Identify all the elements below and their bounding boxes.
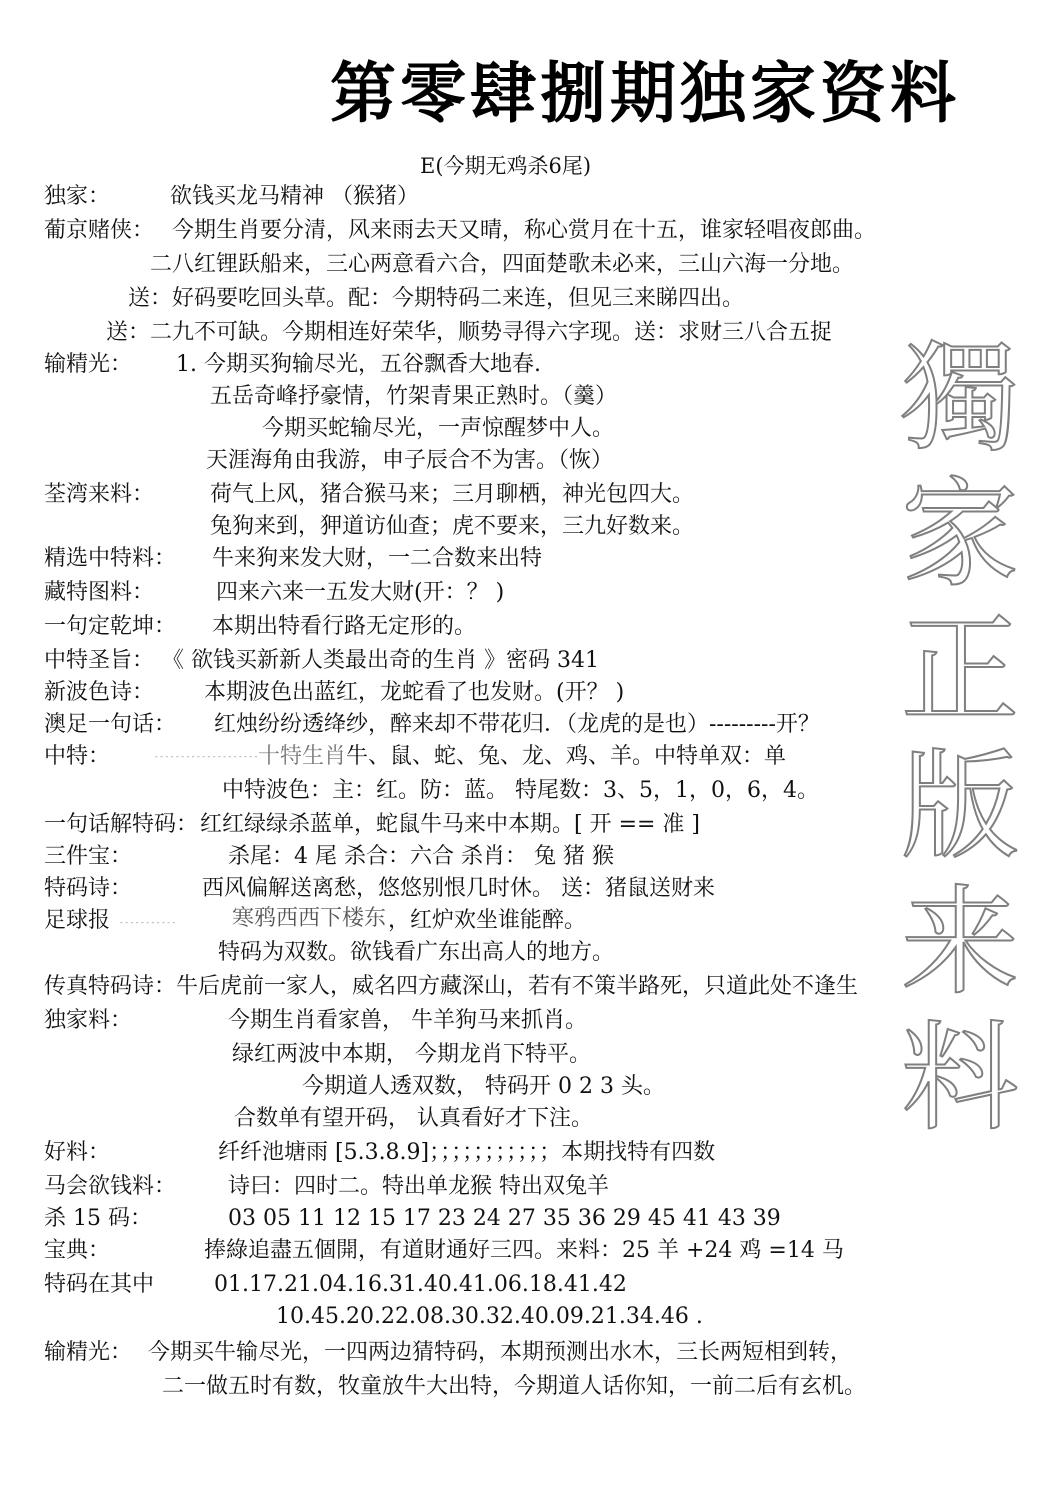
row-label: 宝典： <box>44 1238 111 1263</box>
row-text: 四来六来一五发大财(开：？ ) <box>216 580 505 605</box>
row-label: 一句话解特码： <box>44 812 199 837</box>
row-text: 杀尾：4 尾 杀合：六合 杀肖： 兔 猪 猴 <box>228 844 614 869</box>
row-label: 杀 15 码： <box>44 1206 152 1231</box>
row-text: ，红炉欢坐谁能醉。 <box>388 908 587 933</box>
row-text: 送：好码要吃回头草。配：今期特码二来连，但见三来睇四出。 <box>128 286 745 311</box>
row-text: 1. 今期买狗输尽光，五谷飘香大地春. <box>176 352 541 377</box>
row-text: 红烛纷纷透绛纱，醉来却不带花归．（龙虎的是也）---------开？ <box>214 712 820 737</box>
row-label: 一句定乾坤： <box>44 614 177 639</box>
row-text: 诗曰：四时二。特出单龙猴 特出双兔羊 <box>228 1174 609 1199</box>
stamp-char: 家 <box>900 465 1019 603</box>
row-label: 独家： <box>44 184 111 209</box>
row-label: 好料： <box>44 1140 111 1165</box>
row-text: 欲钱买龙马精神 （猴猪） <box>170 184 419 209</box>
row-label: 传真特码诗： <box>44 974 177 999</box>
row-text: 天涯海角由我游，申子辰合不为害。（恢） <box>206 448 614 473</box>
row-label: 藏特图料： <box>44 580 155 605</box>
row-text: 牛、鼠、蛇、兔、龙、鸡、羊。中特单双：单 <box>346 744 787 769</box>
row-label: 中特： <box>44 744 111 769</box>
row-text: 本期出特看行路无定形的。 <box>212 614 477 639</box>
row-text: 合数单有望开码， 认真看好才下注。 <box>234 1106 593 1131</box>
row-label: 特码在其中 <box>44 1272 155 1297</box>
row-text: 捧綠追盡五個開，有道財通好三四。来料：25 羊 +24 鸡 =14 马 <box>204 1238 844 1263</box>
row-text: 二八红锂跃船来，三心两意看六合，四面楚歌未必来，三山六海一分地。 <box>150 252 855 277</box>
row-text: 牛后虎前一家人，威名四方藏深山，若有不策半路死，只道此处不逢生 <box>176 974 859 999</box>
row-label: 输精光： <box>44 352 133 377</box>
row-text: 今期道人透双数， 特码开 0 2 3 头。 <box>302 1074 665 1099</box>
faded-text: 十特生肖 <box>258 744 347 769</box>
row-text: 《 欲钱买新新人类最出奇的生肖 》密码 341 <box>162 648 599 673</box>
vertical-stamp-watermark <box>895 330 1025 1146</box>
page-subtitle: E(今期无鸡杀6尾) <box>420 154 592 178</box>
row-text: 牛来狗来发大财，一二合数来出特 <box>212 546 543 571</box>
row-text: 01.17.21.04.16.31.40.41.06.18.41.42 <box>214 1272 627 1297</box>
row-text: 红红绿绿杀蓝单，蛇鼠牛马来中本期。[ 开 == 准 ] <box>200 812 701 837</box>
row-text: 送：二九不可缺。今期相连好荣华，顺势寻得六字现。送：求财三八合五捉 <box>106 320 833 345</box>
row-text: 特码为双数。欲钱看广东出高人的地方。 <box>218 940 615 965</box>
scan-noise: - - - - - - - - - - - <box>120 918 176 927</box>
stamp-char: 正 <box>900 601 1019 739</box>
row-text: 今期买牛输尽光，一四两边猜特码，本期预测出水木，三长两短相到转， <box>148 1340 853 1365</box>
row-text: 五岳奇峰抒豪情，竹架青果正熟时。（羹） <box>210 384 618 409</box>
row-text: 兔狗来到，狎道访仙查；虎不要来，三九好数来。 <box>210 514 695 539</box>
row-text: 纤纤池塘雨 [5.3.8.9]；；；；；；；；；；；本期找特有四数 <box>218 1140 716 1165</box>
row-text: 中特波色：主：红。防：蓝。 特尾数：3、5，1，0，6，4。 <box>222 778 819 803</box>
row-text: 绿红两波中本期， 今期龙肖下特平。 <box>232 1042 591 1067</box>
row-label: 葡京赌侠： <box>44 218 155 243</box>
row-label: 特码诗： <box>44 876 133 901</box>
row-label: 荃湾来料： <box>44 482 155 507</box>
row-text: 10.45.20.22.08.30.32.40.09.21.34.46 . <box>276 1304 703 1329</box>
row-text: 03 05 11 12 15 17 23 24 27 35 36 29 45 41 43 39 <box>228 1206 781 1231</box>
row-label: 精选中特料： <box>44 546 177 571</box>
row-label: 中特圣旨： <box>44 648 155 673</box>
row-text: 今期买蛇输尽光，一声惊醒梦中人。 <box>262 416 615 441</box>
row-label: 澳足一句话： <box>44 712 177 737</box>
faded-text: 寒鸦西西下楼东 <box>232 906 387 931</box>
row-text: 二一做五时有数，牧童放牛大出特，今期道人话你知，一前二后有玄机。 <box>162 1374 867 1399</box>
scan-noise: - - - - - - - - - - - - - - - - - - - - <box>155 752 258 761</box>
row-label: 马会欲钱料： <box>44 1174 177 1199</box>
row-label: 新波色诗： <box>44 680 155 705</box>
stamp-char: 獨 <box>900 329 1019 467</box>
row-label: 独家料： <box>44 1008 133 1033</box>
row-text: 西风偏解送离愁，悠悠别恨几时休。 送：猪鼠送财来 <box>202 876 715 901</box>
stamp-char: 来 <box>900 873 1019 1011</box>
row-text: 今期生肖要分清，风来雨去天又晴，称心赏月在十五，谁家轻唱夜郎曲。 <box>172 218 877 243</box>
row-text: 荷气上风，猪合猴马来；三月聊栖，神光包四大。 <box>210 482 695 507</box>
row-text: 今期生肖看家兽， 牛羊狗马来抓肖。 <box>228 1008 587 1033</box>
row-label: 足球报 <box>44 908 111 933</box>
stamp-char: 料 <box>900 1009 1019 1147</box>
row-label: 输精光： <box>44 1340 133 1365</box>
page-title: 第零肆捌期独家资料 <box>330 55 960 132</box>
stamp-char: 版 <box>900 737 1019 875</box>
row-label: 三件宝： <box>44 844 133 869</box>
row-text: 本期波色出蓝红，龙蛇看了也发财。(开？ ) <box>204 680 625 705</box>
